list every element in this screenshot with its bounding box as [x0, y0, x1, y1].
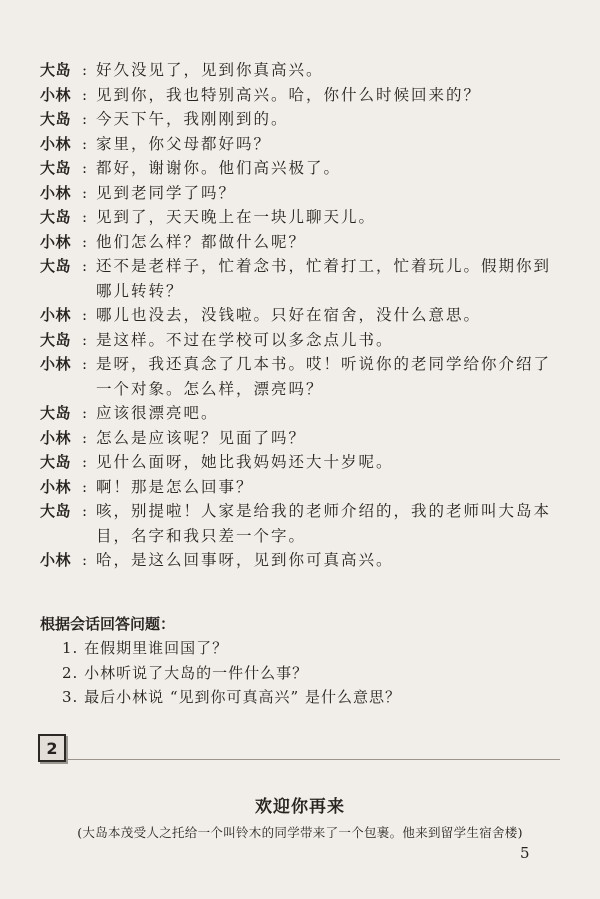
line-text: 应该很漂亮吧。 [96, 404, 219, 422]
dialogue-line: 大岛 : 见什么面呀，她比我妈妈还大十岁呢。 [40, 450, 560, 475]
question-item: 1. 在假期里谁回国了？ [62, 639, 229, 657]
dialogue-line: 大岛 : 咳，别提啦！人家是给我的老师介绍的，我的老师叫大岛本目，名字和我只差一个字。 [40, 499, 560, 548]
line-text: 见到你，我也特别高兴。哈，你什么时候回来的？ [96, 85, 482, 104]
line-text: 哈，是这么回事呀，见到你可真高兴。 [96, 551, 394, 569]
speaker-name: 小林 [40, 428, 72, 447]
line-text: 好久没见了，见到你真高兴。 [96, 61, 324, 79]
line-text: 家里，你父母都好吗？ [96, 134, 272, 153]
dialogue-line: 大岛 : 应该很漂亮吧。 [40, 401, 560, 426]
dialogue-line: 大岛 : 都好，谢谢你。他们高兴极了。 [40, 156, 560, 181]
speaker-name: 小林 [40, 306, 72, 324]
comprehension-questions [40, 612, 560, 710]
line-text: 见到了，天天晚上在一块儿聊天儿。 [96, 208, 377, 226]
line-text: 是这样。不过在学校可以多念点儿书。 [96, 330, 394, 349]
dialogue-line: 大岛 : 见到了，天天晚上在一块儿聊天儿。 [40, 205, 560, 230]
speaker-name: 小林 [40, 85, 72, 104]
speaker-name: 小林 [40, 232, 72, 251]
speaker-name: 大岛 [40, 330, 72, 349]
speaker-name: 小林 [40, 134, 72, 153]
lesson-title: 欢迎你再来 [255, 797, 345, 817]
line-text: 怎么是应该呢？见面了吗？ [96, 428, 307, 447]
speaker-name: 大岛 [40, 257, 72, 275]
dialogue-line: 大岛 : 还不是老样子，忙着念书，忙着打工，忙着玩儿。假期你到哪儿转转？ [40, 254, 560, 303]
line-text: 咳，别提啦！人家是给我的老师介绍的，我的老师叫大岛本目，名字和我只差一个字。 [96, 502, 552, 545]
lesson-number-badge: 2 [38, 734, 66, 762]
line-text: 今天下午，我刚刚到的。 [96, 110, 289, 128]
dialogue-line: 大岛 : 是这样。不过在学校可以多念点儿书。 [40, 328, 560, 353]
speaker-name: 大岛 [40, 502, 72, 520]
speaker-name: 小林 [40, 183, 72, 202]
line-text: 啊！那是怎么回事？ [96, 477, 254, 496]
page-number: 5 [520, 844, 530, 862]
dialogue-line: 小林 : 哪儿也没去，没钱啦。只好在宿舍，没什么意思。 [40, 303, 560, 328]
line-text: 他们怎么样？都做什么呢？ [96, 232, 307, 251]
line-text: 还不是老样子，忙着念书，忙着打工，忙着玩儿。假期你到哪儿转转？ [96, 257, 552, 300]
dialogue-line: 小林 : 他们怎么样？都做什么呢？ [40, 230, 560, 255]
dialogue-line: 小林 : 啊！那是怎么回事？ [40, 475, 560, 500]
speaker-name: 大岛 [40, 159, 72, 177]
lesson-divider [66, 759, 560, 760]
line-text: 见什么面呀，她比我妈妈还大十岁呢。 [96, 453, 394, 471]
line-text: 见到老同学了吗？ [96, 183, 237, 202]
lesson-intro: (大岛本茂受人之托给一个叫铃木的同学带来了一个包裹。他来到留学生宿舍楼) [77, 825, 523, 840]
dialogue-line: 大岛 : 今天下午，我刚刚到的。 [40, 107, 560, 132]
line-text: 都好，谢谢你。他们高兴极了。 [96, 159, 342, 177]
speaker-name: 小林 [40, 551, 72, 569]
speaker-name: 小林 [40, 477, 72, 496]
speaker-name: 大岛 [40, 404, 72, 422]
speaker-name: 大岛 [40, 110, 72, 128]
speaker-name: 大岛 [40, 208, 72, 226]
dialogue-line: 小林 : 怎么是应该呢？见面了吗？ [40, 426, 560, 451]
dialogue-line: 小林 : 家里，你父母都好吗？ [40, 132, 560, 157]
dialogue-line: 小林 : 是呀，我还真念了几本书。哎！听说你的老同学给你介绍了一个对象。怎么样，漂亮吗？ [40, 352, 560, 401]
dialogue-line: 小林 : 见到老同学了吗？ [40, 181, 560, 206]
speaker-name: 小林 [40, 355, 72, 373]
question-item: 2. 小林听说了大岛的一件什么事？ [62, 663, 309, 682]
speaker-name: 大岛 [40, 61, 72, 79]
dialogue [40, 58, 560, 573]
line-text: 哪儿也没去，没钱啦。只好在宿舍，没什么意思。 [96, 306, 482, 324]
line-text: 是呀，我还真念了几本书。哎！听说你的老同学给你介绍了一个对象。怎么样，漂亮吗？ [96, 355, 552, 398]
speaker-name: 大岛 [40, 453, 72, 471]
dialogue-line: 小林 : 见到你，我也特别高兴。哈，你什么时候回来的？ [40, 83, 560, 108]
dialogue-line: 大岛 : 好久没见了，见到你真高兴。 [40, 58, 560, 83]
dialogue-line: 小林 : 哈，是这么回事呀，见到你可真高兴。 [40, 548, 560, 573]
questions-heading: 根据会话回答问题： [40, 615, 176, 633]
question-item: 3. 最后小林说 “见到你可真高兴” 是什么意思？ [62, 688, 401, 706]
